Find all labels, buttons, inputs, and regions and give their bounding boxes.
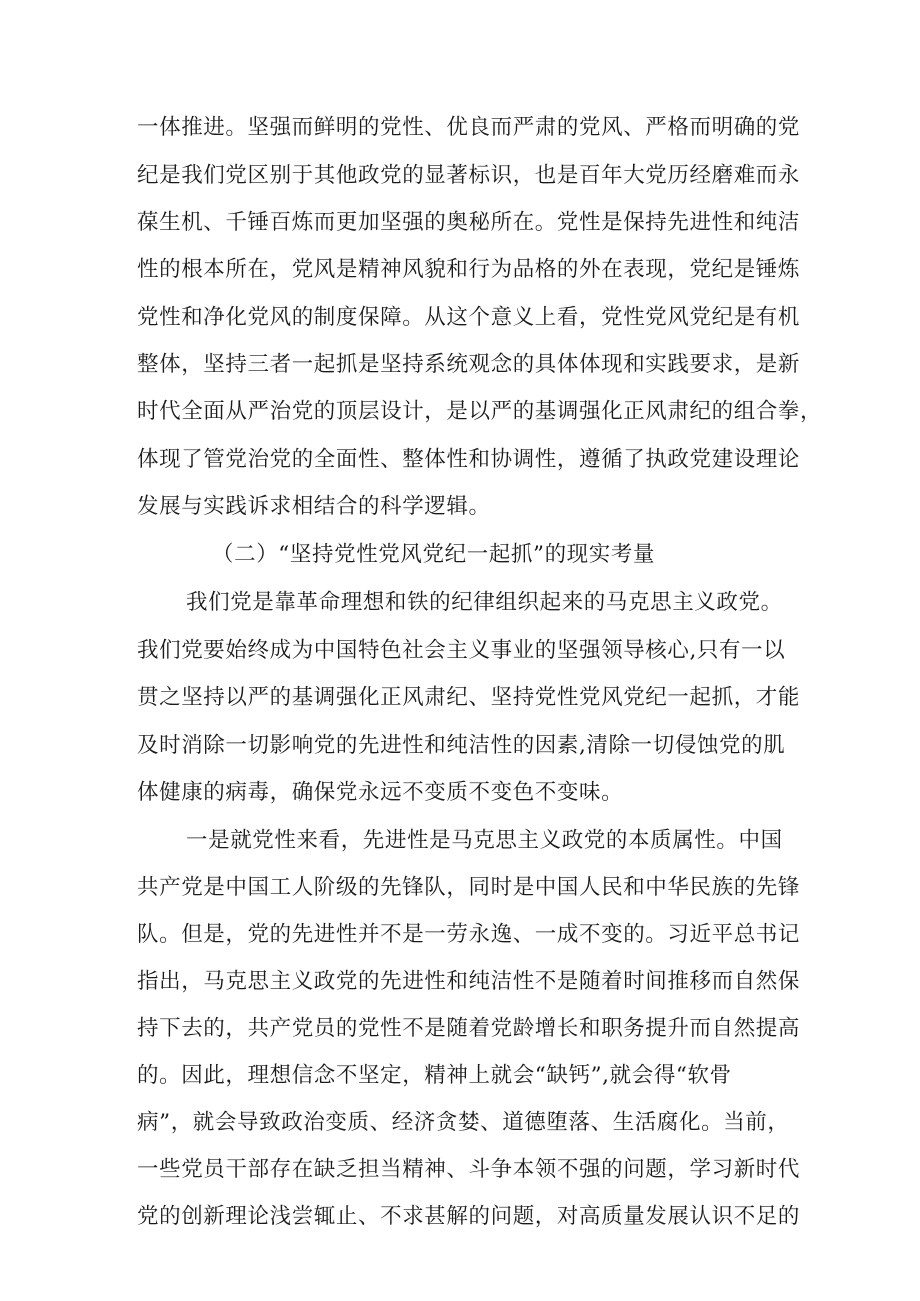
text-line-17: 共产党是中国工人阶级的先锋队，同时是中国人民和中华民族的先锋 <box>137 875 801 900</box>
text-line-24: 党的创新理论浅尝辄止、不求甚解的问题，对高质量发展认识不足的 <box>137 1204 801 1229</box>
paragraph-start-line: 一是就党性来看，先进性是马克思主义政党的本质属性。中国 <box>186 828 783 853</box>
text-line-1: 一体推进。坚强而鲜明的党性、优良而严肃的党风、严格而明确的党 <box>137 115 801 140</box>
text-line-6: 整体，坚持三者一起抓是坚持系统观念的具体体现和实践要求，是新 <box>137 352 801 377</box>
text-line-19: 指出，马克思主义政党的先进性和纯洁性不是随着时间推移而自然保 <box>137 969 801 994</box>
text-line-13: 贯之坚持以严的基调强化正风肃纪、坚持党性党风党纪一起抓，才能 <box>137 685 801 710</box>
text-line-20: 持下去的，共产党员的党性不是随着党龄增长和职务提升而自然提高 <box>137 1016 801 1041</box>
section-heading: （二）“坚持党性党风党纪一起抓”的现实考量 <box>212 542 656 567</box>
text-line-18: 队。但是，党的先进性并不是一劳永逸、一成不变的。习近平总书记 <box>137 922 801 947</box>
text-line-2: 纪是我们党区别于其他政党的显著标识，也是百年大党历经磨难而永 <box>137 163 801 188</box>
text-line-22: 病”，就会导致政治变质、经济贪婪、道德堕落、生活腐化。当前， <box>137 1110 790 1135</box>
text-line-14: 及时消除一切影响党的先进性和纯洁性的因素,清除一切侵蚀党的肌 <box>137 733 786 758</box>
text-line-21: 的。因此，理想信念不坚定，精神上就会“缺钙”,就会得“软骨 <box>137 1063 732 1088</box>
text-line-9: 发展与实践诉求相结合的科学逻辑。 <box>137 494 491 519</box>
text-line-7: 时代全面从严治党的顶层设计，是以严的基调强化正风肃纪的组合拳， <box>137 399 823 424</box>
text-line-5: 党性和净化党风的制度保障。从这个意义上看，党性党风党纪是有机 <box>137 305 801 330</box>
text-line-15: 体健康的病毒，确保党永远不变质不变色不变味。 <box>137 780 624 805</box>
text-line-3: 葆生机、千锤百炼而更加坚强的奥秘所在。党性是保持先进性和纯洁 <box>137 210 801 235</box>
text-line-8: 体现了管党治党的全面性、整体性和协调性，遵循了执政党建设理论 <box>137 447 801 472</box>
text-line-4: 性的根本所在，党风是精神风貌和行为品格的外在表现，党纪是锤炼 <box>137 257 801 282</box>
text-line-12: 我们党要始终成为中国特色社会主义事业的坚强领导核心,只有一以 <box>137 638 786 663</box>
paragraph-start-line: 我们党是靠革命理想和铁的纪律组织起来的马克思主义政党。 <box>186 590 783 615</box>
text-line-23: 一些党员干部存在缺乏担当精神、斗争本领不强的问题，学习新时代 <box>137 1157 801 1182</box>
